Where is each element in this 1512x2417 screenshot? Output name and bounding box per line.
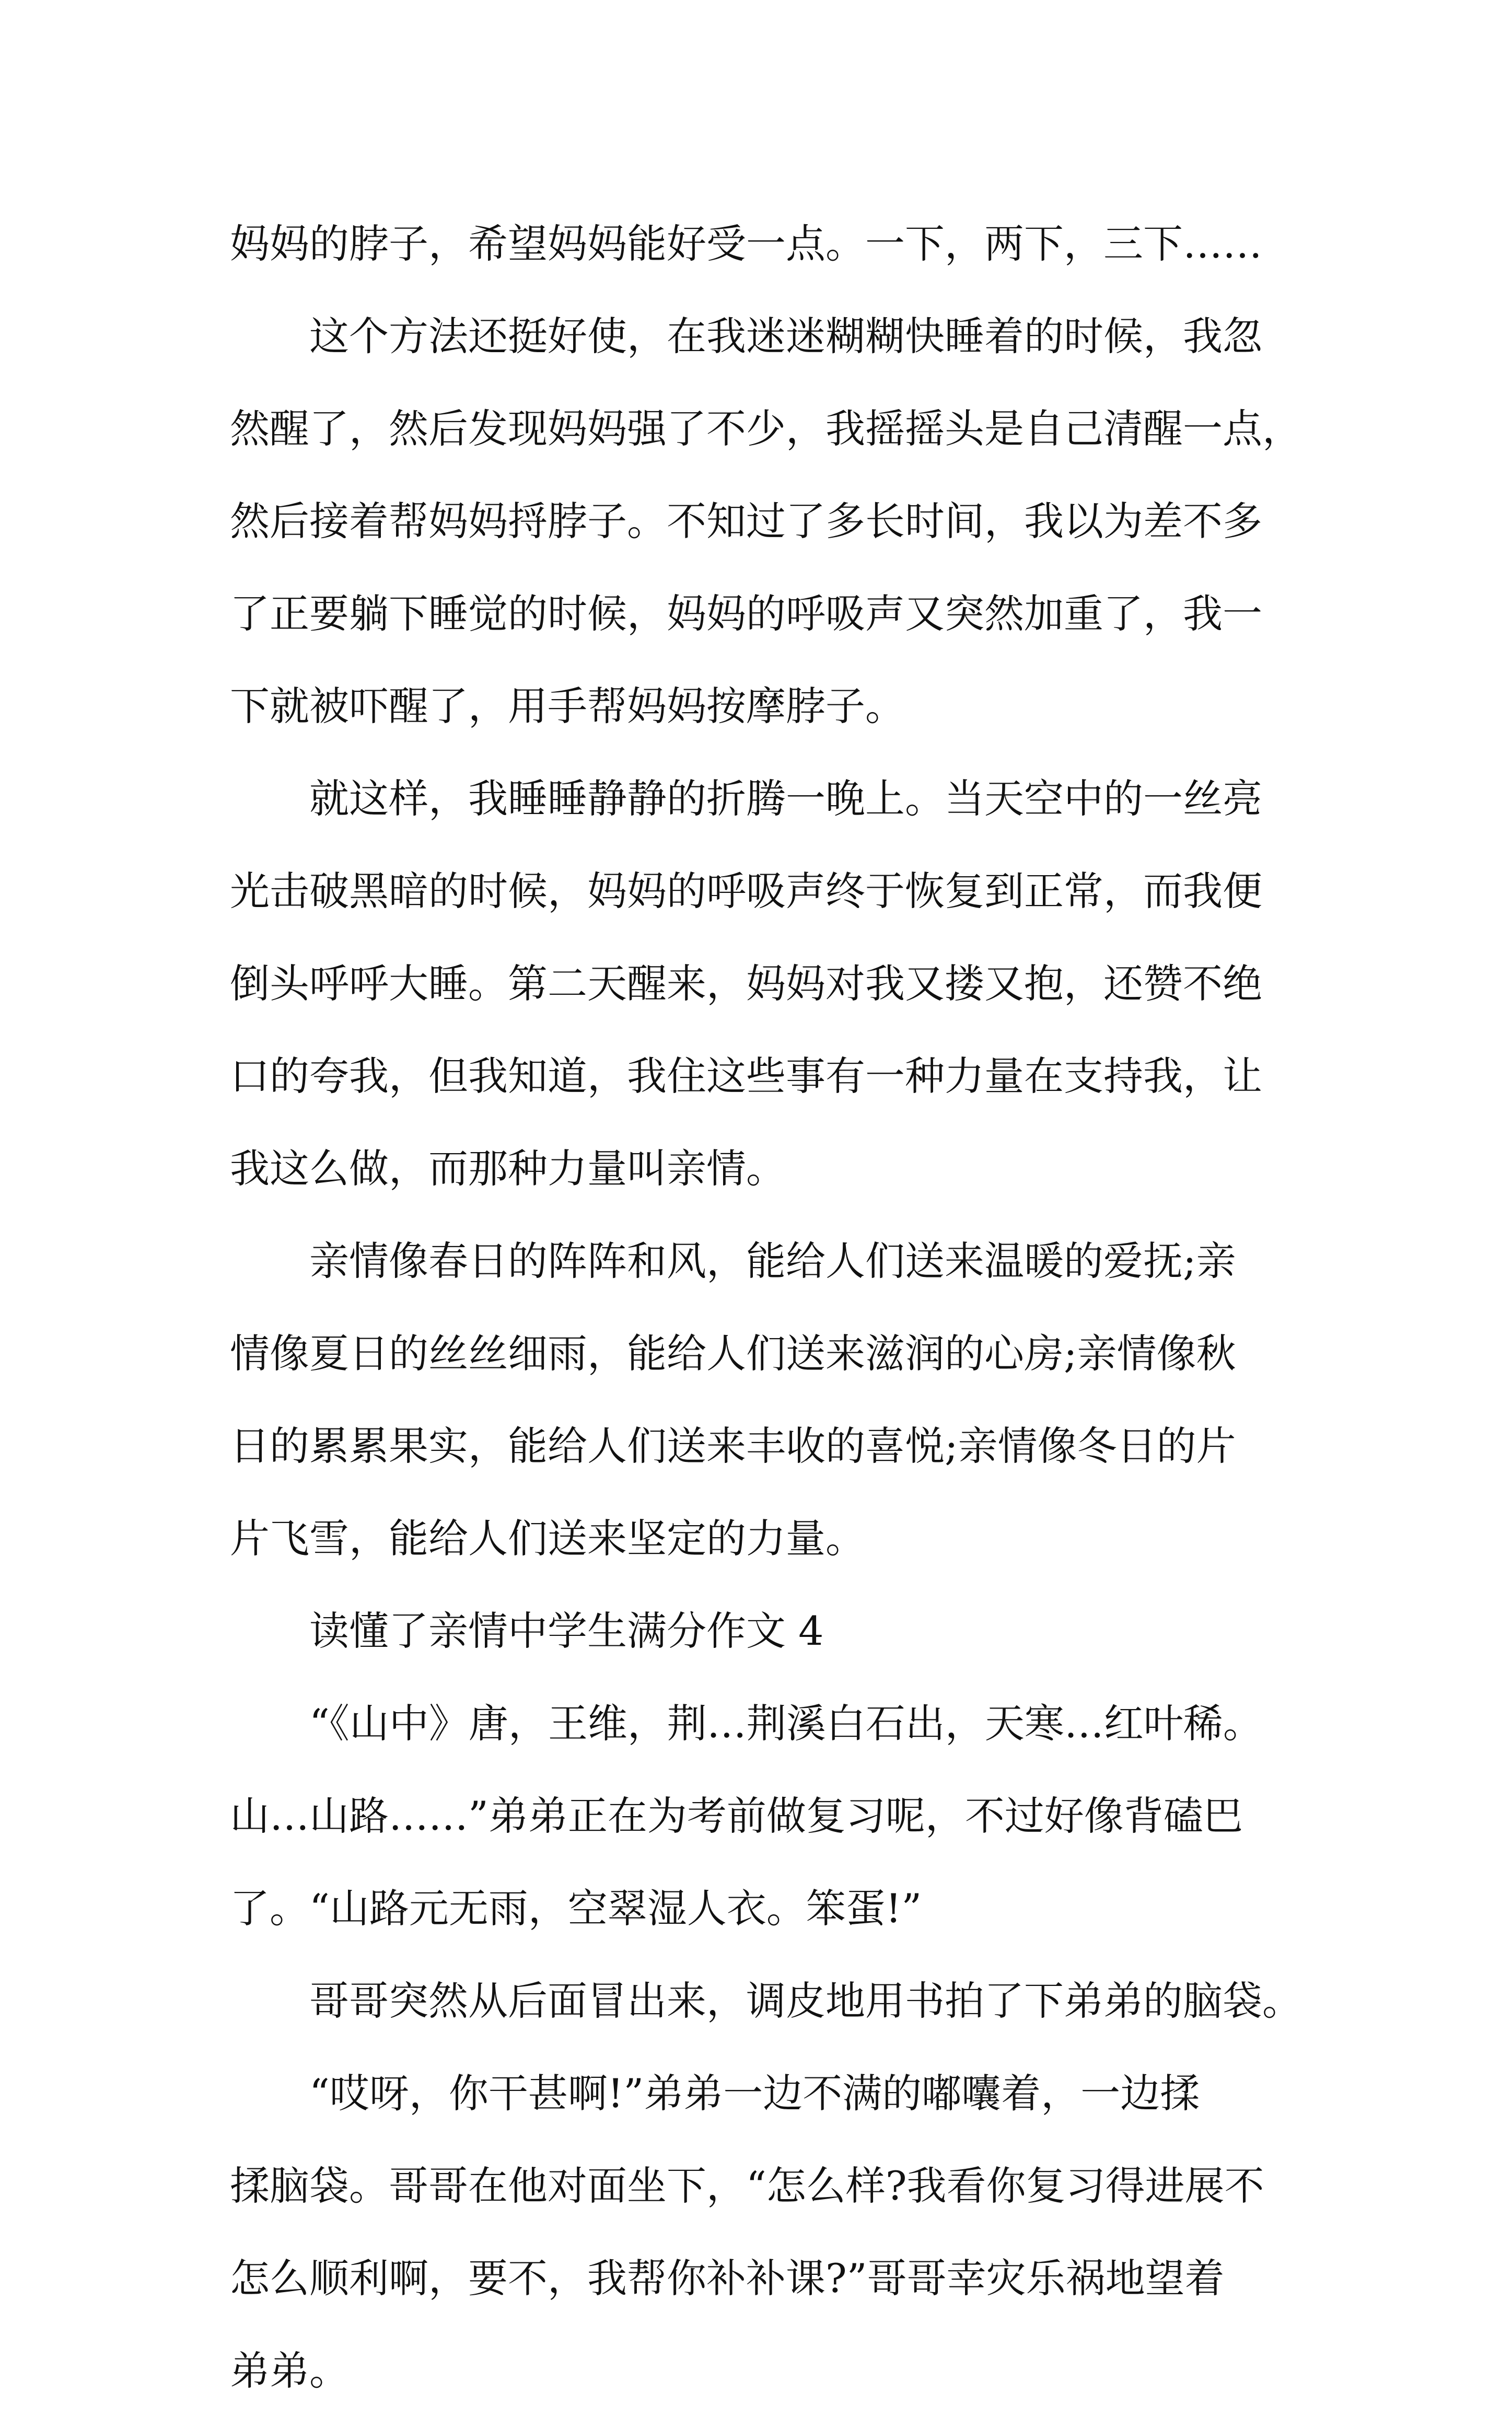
text-line: 片飞雪，能给人们送来坚定的力量。 [230, 1515, 865, 1562]
text-line: “哎呀，你干甚啊!”弟弟一边不满的嘟囔着，一边揉 [309, 2070, 1200, 2117]
text-line: 弟弟。 [230, 2348, 349, 2394]
text-line: 了。“山路元无雨，空翠湿人衣。笨蛋!” [230, 1885, 922, 1932]
text-line: 妈妈的脖子，希望妈妈能好受一点。一下，两下，三下…… [230, 220, 1262, 267]
text-line: 日的累累果实，能给人们送来丰收的喜悦;亲情像冬日的片 [230, 1423, 1236, 1469]
text-line: 然后接着帮妈妈捋脖子。不知过了多长时间，我以为差不多 [230, 498, 1262, 544]
text-line: 情像夏日的丝丝细雨，能给人们送来滋润的心房;亲情像秋 [230, 1330, 1236, 1377]
text-line: 怎么顺利啊，要不，我帮你补补课?”哥哥幸灾乐祸地望着 [230, 2255, 1225, 2302]
text-line: 下就被吓醒了，用手帮妈妈按摩脖子。 [230, 683, 905, 729]
body-text [230, 197, 1337, 2417]
text-line: 这个方法还挺好使，在我迷迷糊糊快睡着的时候，我忽 [309, 313, 1262, 359]
text-line: 山…山路……”弟弟正在为考前做复习呢，不过好像背磕巴 [230, 1793, 1243, 1839]
text-line: 了正要躺下睡觉的时候，妈妈的呼吸声又突然加重了，我一 [230, 590, 1262, 637]
text-line: 揉脑袋。哥哥在他对面坐下，“怎么样?我看你复习得进展不 [230, 2163, 1264, 2209]
text-line: 然醒了，然后发现妈妈强了不少，我摇摇头是自己清醒一点， [230, 405, 1302, 452]
text-line: 我这么做，而那种力量叫亲情。 [230, 1145, 786, 1192]
text-line: 哥哥突然从后面冒出来，调皮地用书拍了下弟弟的脑袋。 [309, 1978, 1302, 2024]
text-line: 就这样，我睡睡静静的折腾一晚上。当天空中的一丝亮 [309, 775, 1262, 822]
text-line: 亲情像春日的阵阵和风，能给人们送来温暖的爱抚;亲 [309, 1238, 1236, 1284]
text-line: “《山中》唐，王维，荆…荆溪白石出，天寒…红叶稀。 [309, 1700, 1263, 1747]
text-line: 口的夸我，但我知道，我住这些事有一种力量在支持我，让 [230, 1053, 1262, 1099]
text-line: 光击破黑暗的时候，妈妈的呼吸声终于恢复到正常，而我便 [230, 868, 1262, 914]
text-line: 倒头呼呼大睡。第二天醒来，妈妈对我又搂又抱，还赞不绝 [230, 960, 1262, 1007]
section-heading: 读懂了亲情中学生满分作文 4 [309, 1608, 824, 1654]
